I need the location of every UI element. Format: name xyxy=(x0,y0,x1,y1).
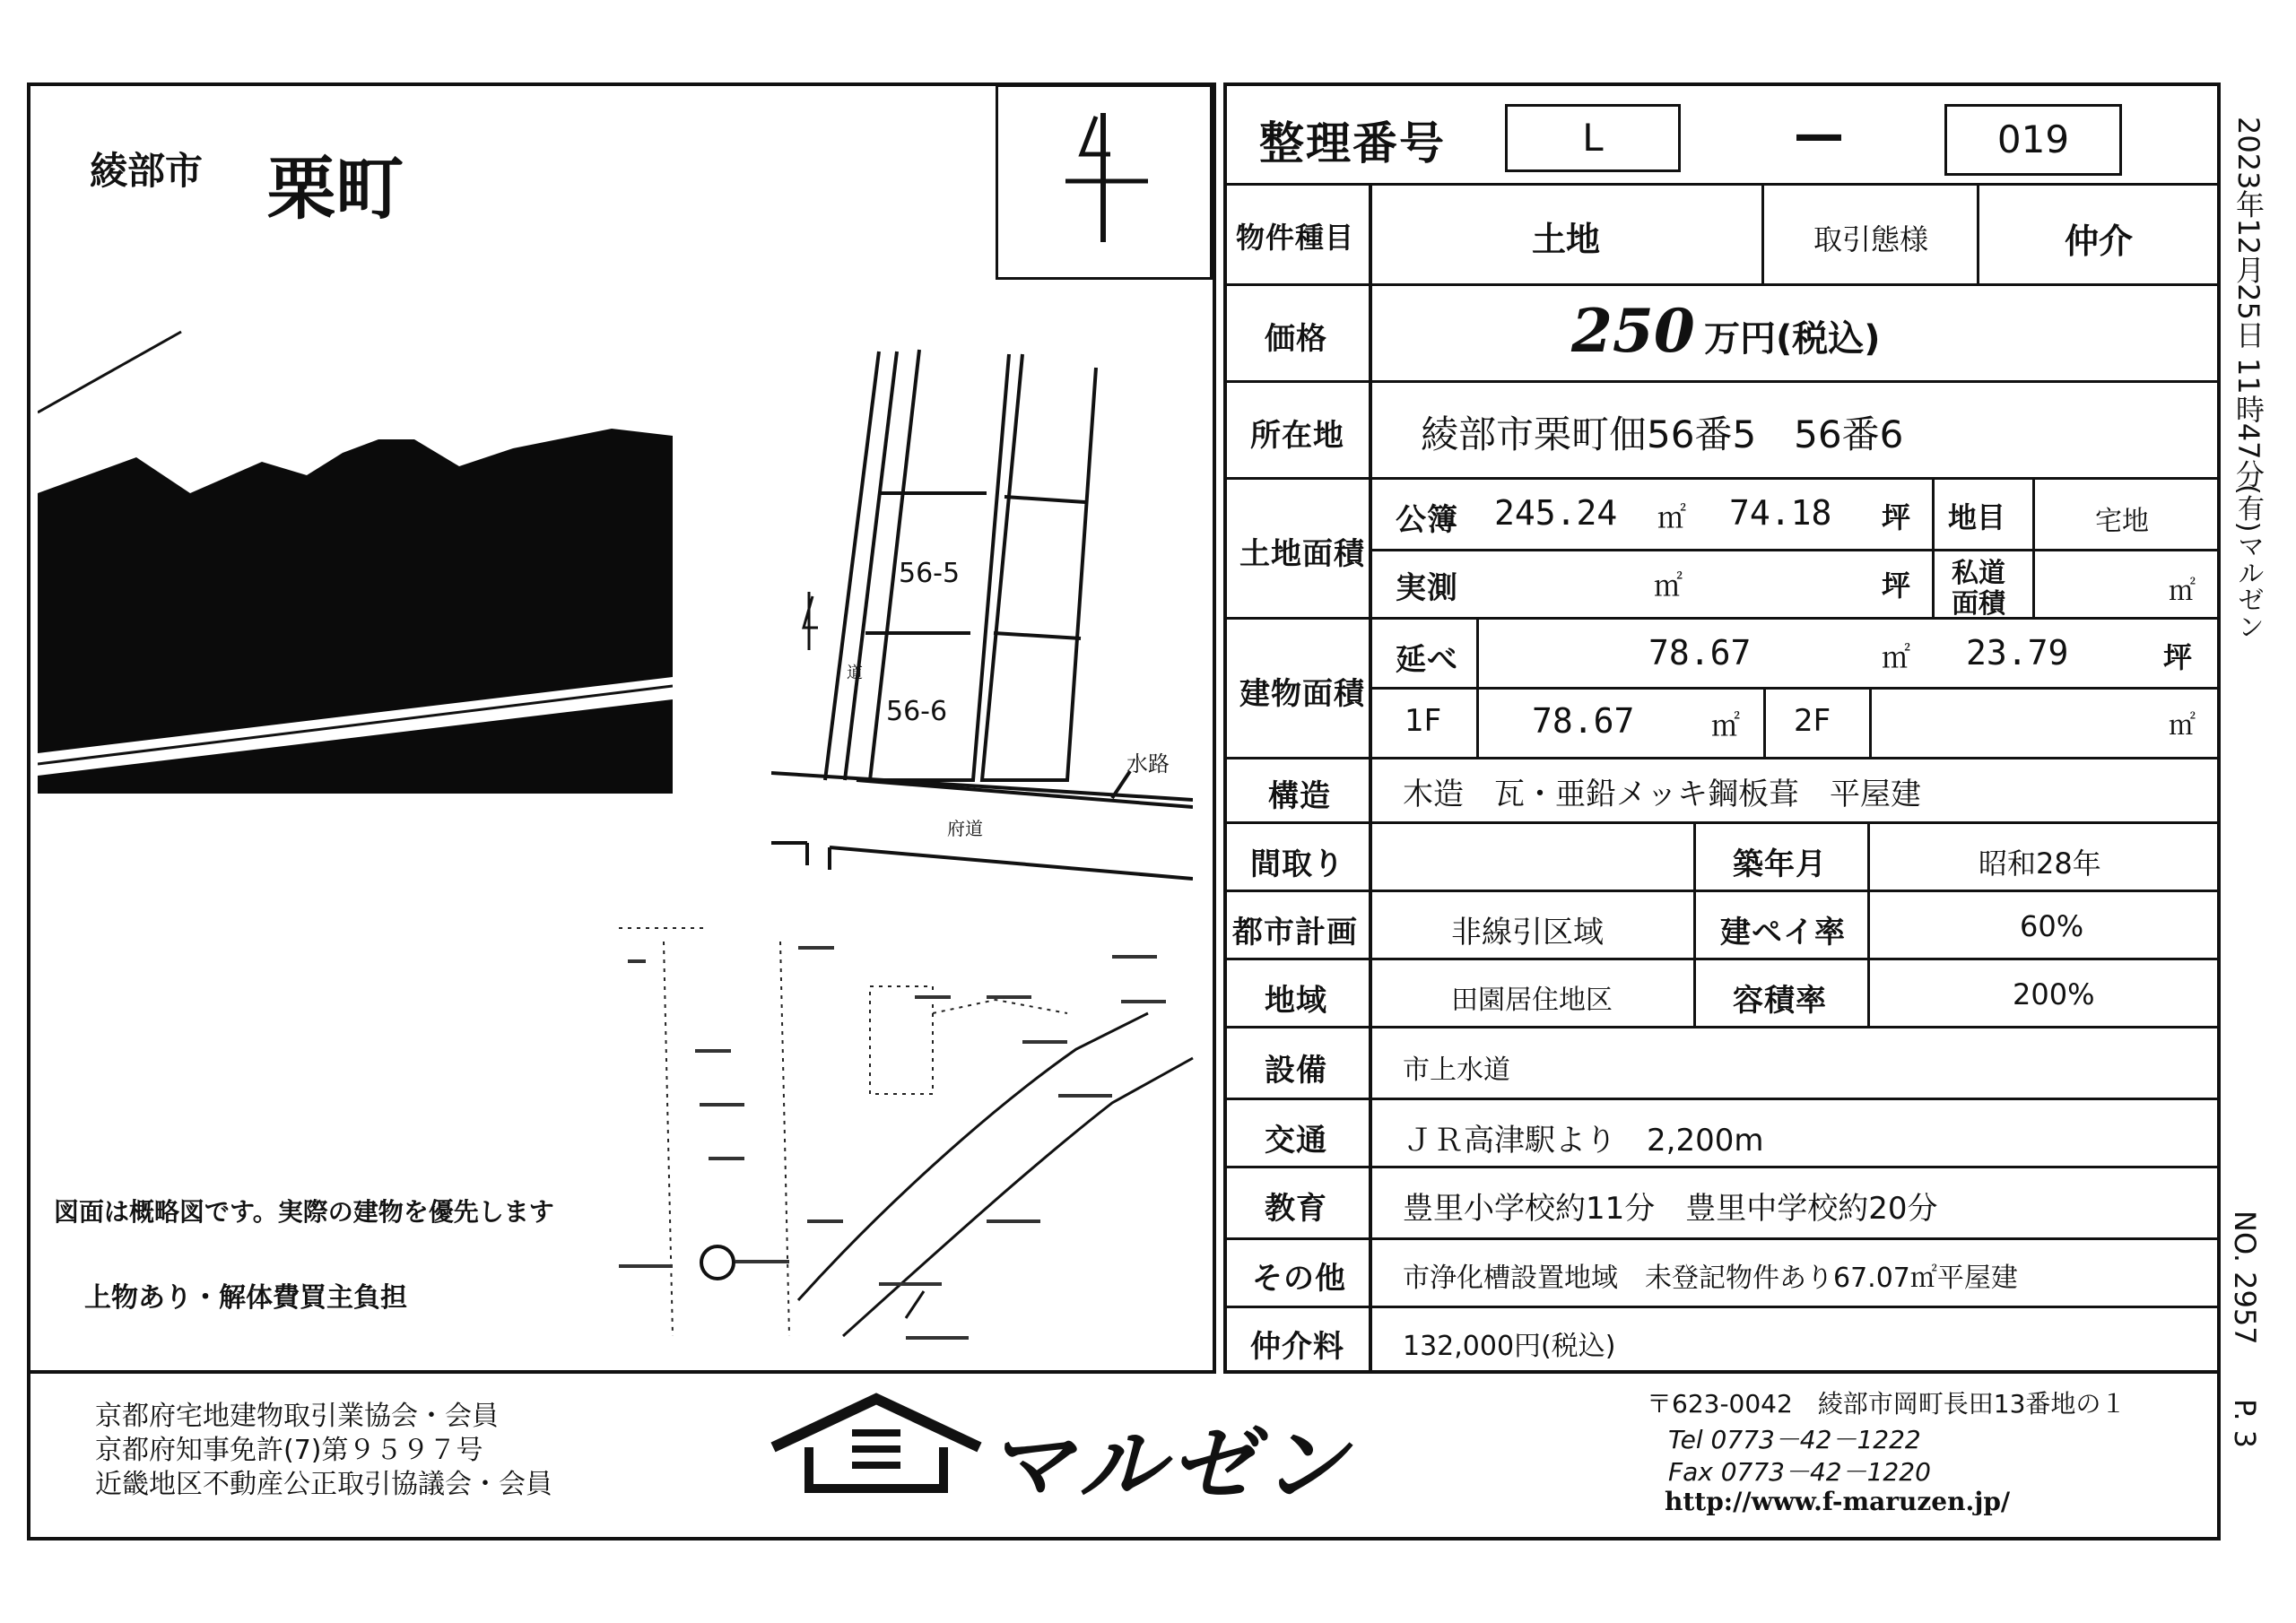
total-floor-tsubo-unit: 坪 xyxy=(2163,640,2193,674)
layout-label: 間取り xyxy=(1250,846,1344,882)
structure-label: 構造 xyxy=(1268,778,1331,814)
row-rule xyxy=(1223,380,2221,383)
zone-value: 田園居住地区 xyxy=(1451,985,1613,1016)
row-rule xyxy=(1223,890,2221,892)
built-value: 昭和28年 xyxy=(1979,846,2101,881)
far-value: 200% xyxy=(2013,977,2095,1011)
col-divider xyxy=(1763,687,1766,757)
floor1-label: 1F xyxy=(1405,703,1442,739)
total-floor-m2: 78.67 xyxy=(1648,633,1752,673)
col-divider xyxy=(1932,477,1935,617)
floor2-label: 2F xyxy=(1794,703,1831,739)
company-stamp: (有)マルゼン xyxy=(2232,484,2264,640)
total-floor-m2-unit: ㎡ xyxy=(1882,640,1911,674)
label-divider xyxy=(1369,183,1372,1374)
survey-tsubo-unit: 坪 xyxy=(1882,568,1911,603)
col-divider xyxy=(2032,477,2035,617)
floor1-m2: 78.67 xyxy=(1532,701,1635,741)
col-divider xyxy=(1693,821,1696,1026)
row-rule xyxy=(1372,687,2221,690)
land-area-label: 土地面積 xyxy=(1239,536,1365,572)
row-rule xyxy=(1223,617,2221,620)
row-rule xyxy=(1223,958,2221,960)
registry-m2: 245.24 xyxy=(1494,493,1618,533)
far-label: 容積率 xyxy=(1733,983,1827,1019)
trade-mode-value: 仲介 xyxy=(2065,221,2134,261)
plot-label-56-6: 56-6 xyxy=(886,696,948,727)
col-divider xyxy=(1867,821,1870,1026)
registry-m2-unit: ㎡ xyxy=(1657,500,1687,534)
col-divider xyxy=(1869,687,1872,757)
row-rule xyxy=(1223,1098,2221,1100)
registry-tsubo: 74.18 xyxy=(1729,493,1832,533)
coverage-label: 建ペイ率 xyxy=(1720,915,1846,950)
brand-name: マルゼン xyxy=(987,1415,1352,1515)
floor1-m2-unit: ㎡ xyxy=(1711,708,1741,742)
management-label: 整理番号 xyxy=(1259,117,1446,169)
license-number: 京都府知事免許(7)第９５９７号 xyxy=(95,1435,483,1466)
postal-address: 〒623-0042 綾部市岡町長田13番地の１ xyxy=(1647,1389,2126,1419)
area-map xyxy=(610,915,1211,1363)
zone-label: 地域 xyxy=(1265,983,1327,1019)
land-category-value: 宅地 xyxy=(2095,506,2149,537)
transport-label: 交通 xyxy=(1265,1123,1327,1159)
house-logo-icon xyxy=(764,1392,988,1499)
coverage-value: 60% xyxy=(2020,909,2084,943)
city-planning-value: 非線引区域 xyxy=(1451,915,1604,950)
row-rule xyxy=(1223,1237,2221,1240)
site-sketch xyxy=(771,341,1193,897)
row-rule xyxy=(1223,1166,2221,1168)
association-2: 近畿地区不動産公正取引協議会・会員 xyxy=(95,1469,552,1500)
road-label: 府道 xyxy=(947,818,983,839)
management-dash: — xyxy=(1794,106,1844,164)
private-road-m2-unit: ㎡ xyxy=(2169,576,2196,607)
north-arrow-icon xyxy=(1058,108,1157,251)
price-label: 価格 xyxy=(1265,321,1327,357)
property-type-value: 土地 xyxy=(1532,220,1601,259)
management-prefix-box xyxy=(1505,104,1681,172)
brokerage-fee-value: 132,000円(税込) xyxy=(1403,1331,1616,1362)
trade-mode-label: 取引態様 xyxy=(1813,222,1929,256)
management-number: 019 xyxy=(1996,117,2070,161)
association-1: 京都府宅地建物取引業協会・会員 xyxy=(95,1401,499,1432)
registry-tsubo-unit: 坪 xyxy=(1882,500,1911,534)
col-divider xyxy=(1761,183,1764,283)
building-area-label: 建物面積 xyxy=(1239,676,1365,712)
location-value: 綾部市栗町佃56番5 56番6 xyxy=(1421,412,1904,456)
registry-label: 公簿 xyxy=(1396,502,1458,538)
fax-number: Fax 0773－42－1220 xyxy=(1668,1457,1931,1487)
land-category-label: 地目 xyxy=(1948,500,2006,534)
col-divider xyxy=(1476,617,1479,757)
property-type-label: 物件種目 xyxy=(1236,221,1355,255)
row-rule xyxy=(1223,183,2221,186)
built-label: 築年月 xyxy=(1733,846,1827,882)
row-rule xyxy=(1223,283,2221,286)
side-road-label: 道 xyxy=(847,664,863,682)
management-number-box xyxy=(1944,104,2122,176)
city-planning-label: 都市計画 xyxy=(1232,915,1358,950)
website-url: http://www.f-maruzen.jp/ xyxy=(1665,1487,2011,1516)
row-rule xyxy=(1223,821,2221,824)
transport-value: ＪＲ高津駅より 2,200m xyxy=(1403,1123,1764,1159)
row-rule xyxy=(1223,757,2221,759)
col-divider xyxy=(1977,183,1979,283)
price-amount: 250 xyxy=(1571,296,1695,366)
area-name: 栗町 xyxy=(267,149,404,229)
plot-label-56-5: 56-5 xyxy=(899,558,961,589)
row-rule xyxy=(1372,549,2221,551)
survey-label: 実測 xyxy=(1396,570,1458,606)
waterway-label: 水路 xyxy=(1126,751,1170,777)
private-road-label-2: 面積 xyxy=(1952,588,2005,620)
facilities-label: 設備 xyxy=(1265,1053,1327,1089)
other-label: その他 xyxy=(1252,1261,1346,1297)
document-number: NO. 2957 xyxy=(2228,1211,2262,1345)
price-unit: 万円(税込) xyxy=(1704,318,1881,360)
phone-number: Tel 0773－42－1222 xyxy=(1668,1425,1921,1454)
sketch-disclaimer: 図面は概略図です。実際の建物を優先します xyxy=(54,1197,554,1227)
total-floor-tsubo: 23.79 xyxy=(1966,633,2069,673)
location-label: 所在地 xyxy=(1250,418,1344,454)
total-floor-label: 延べ xyxy=(1396,642,1458,678)
page-number: P. 3 xyxy=(2228,1399,2262,1449)
education-label: 教育 xyxy=(1265,1191,1327,1227)
condition-note: 上物あり・解体費買主負担 xyxy=(84,1282,407,1314)
survey-m2-unit: ㎡ xyxy=(1654,568,1683,603)
management-prefix: L xyxy=(1582,116,1604,160)
row-rule xyxy=(1223,1306,2221,1308)
structure-value: 木造 瓦・亜鉛メッキ鋼板葺 平屋建 xyxy=(1403,777,1921,812)
education-value: 豊里小学校約11分 豊里中学校約20分 xyxy=(1403,1191,1938,1227)
other-value: 市浄化槽設置地域 未登記物件あり67.07㎡平屋建 xyxy=(1403,1263,2018,1294)
private-road-label-1: 私道 xyxy=(1952,558,2005,589)
brokerage-fee-label: 仲介料 xyxy=(1250,1329,1344,1365)
row-rule xyxy=(1223,1026,2221,1028)
city-name: 綾部市 xyxy=(90,149,204,193)
print-datetime: 2023年12月25日 11時47分 xyxy=(2231,117,2266,489)
row-rule xyxy=(1223,477,2221,480)
facilities-value: 市上水道 xyxy=(1403,1055,1510,1086)
floor2-m2-unit: ㎡ xyxy=(2169,710,2196,742)
property-photo xyxy=(38,323,673,794)
